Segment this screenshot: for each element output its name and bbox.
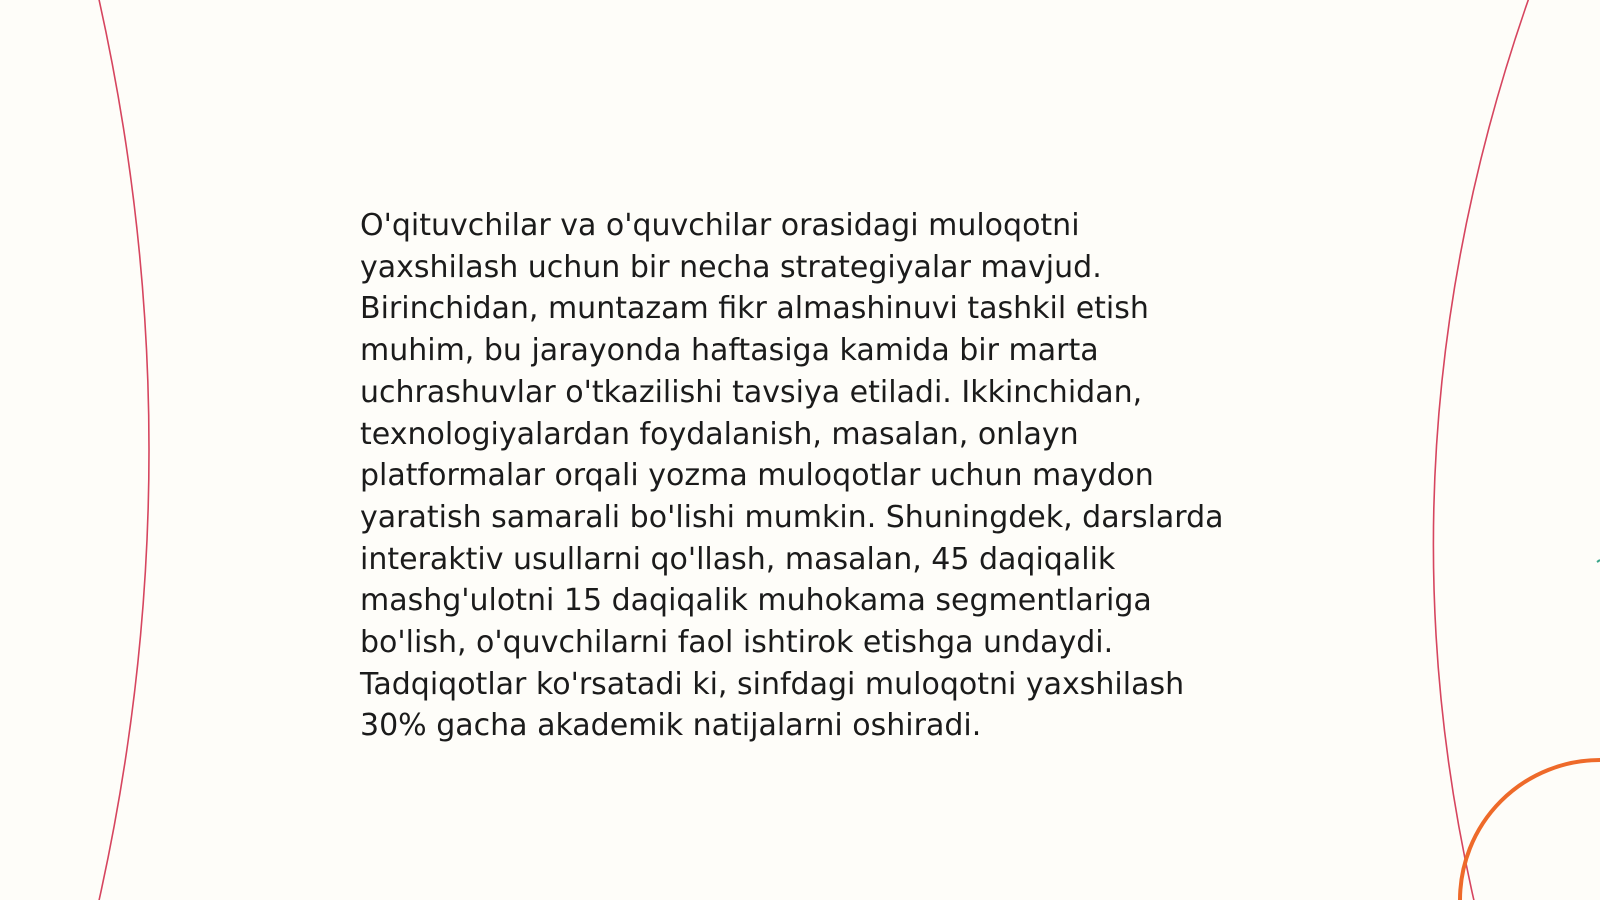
left-arc-line (98, 0, 149, 900)
right-arc-line (1433, 0, 1530, 900)
accent-circle (1460, 760, 1600, 900)
body-text: O'qituvchilar va o'quvchilar orasidagi muloqotni yaxshilash uchun bir necha strategiyalar mavjud. Birinchidan, muntazam fikr almashinuvi tashkil etish muhim, bu jarayonda haftasiga kamida bir marta uchrashuvlar o'tkazilishi tavsiya etiladi. Ikkinchidan, texnologiyalardan foydalanish, masalan, onlayn platformalar orqali yozma muloqotlar uchun maydon yaratish samarali bo'lishi mumkin. Shuningdek, darslarda interaktiv usullarni qo'llash, masalan, 45 daqiqalik mashg'ulotni 15 daqiqalik muhokama segmentlariga bo'lish, o'quvchilarni faol ishtirok etishga undaydi. Tadqiqotlar ko'rsatadi ki, sinfdagi muloqotni yaxshilash 30% gacha akademik natijalarni oshiradi. (360, 208, 1224, 744)
